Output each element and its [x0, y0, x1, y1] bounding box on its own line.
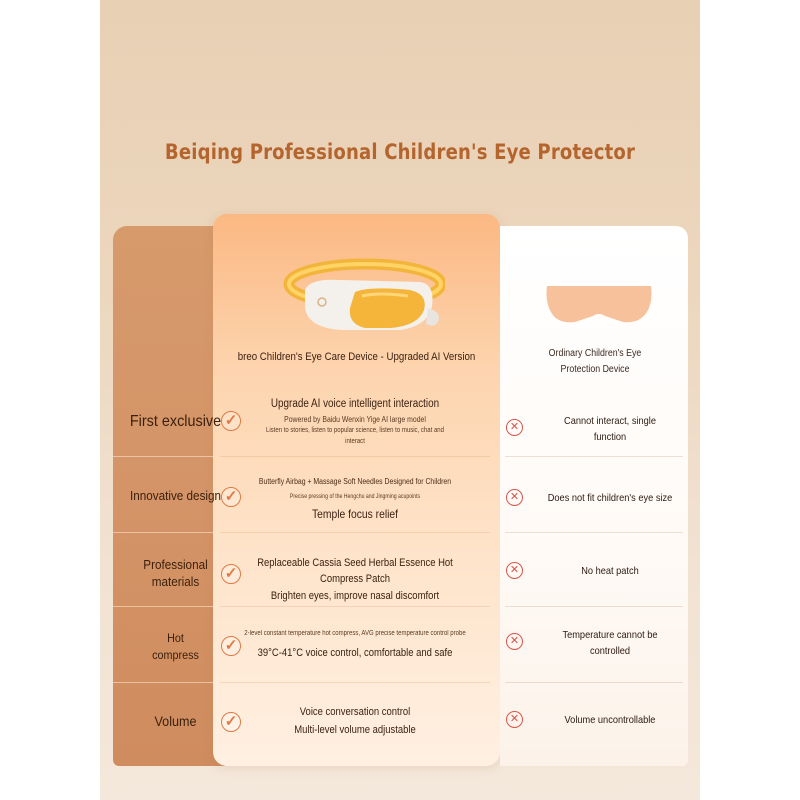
comparison-poster — [100, 0, 700, 800]
ordinary-feature: Does not fit children's eye size — [547, 492, 673, 504]
row-divider — [113, 532, 213, 533]
row-divider — [113, 456, 213, 457]
featured-feature: 2-level constant temperature hot compress, AVG precise temperature control probe 39°C-41°C voice control, comfortable and safe — [244, 630, 466, 659]
row-divider — [113, 682, 213, 683]
ordinary-feature: Temperature cannot be controlled — [562, 629, 658, 657]
cross-icon: ✕ — [506, 711, 523, 728]
cross-icon: ✕ — [506, 633, 523, 650]
cross-icon: ✕ — [506, 489, 523, 506]
row-divider — [220, 606, 490, 607]
row-divider — [505, 606, 683, 607]
row-divider — [505, 456, 683, 457]
check-icon: ✓ — [221, 411, 241, 431]
category-label: Innovative design — [129, 488, 222, 503]
ordinary-eye-mask-image — [543, 282, 655, 328]
category-label: Hot compress — [152, 631, 199, 662]
poster-title: Beiqing Professional Children's Eye Protector — [164, 140, 636, 164]
check-icon: ✓ — [221, 712, 241, 732]
featured-feature: Butterfly Airbag + Massage Soft Needles Designed for Children Precise pressing of the Hengchu and Jingming acupoints Temple focus relief — [258, 477, 452, 521]
ordinary-product-name: Ordinary Children's Eye Protection Device — [548, 348, 642, 375]
row-divider — [505, 682, 683, 683]
cross-icon: ✕ — [506, 419, 523, 436]
row-divider — [113, 606, 213, 607]
row-divider — [220, 682, 490, 683]
check-icon: ✓ — [221, 636, 241, 656]
ordinary-feature: Cannot interact, single function — [564, 415, 656, 443]
featured-feature: Voice conversation control Multi-level volume adjustable — [294, 706, 416, 736]
category-label: Volume — [154, 713, 197, 729]
check-icon: ✓ — [221, 564, 241, 584]
featured-feature: Replaceable Cassia Seed Herbal Essence Hot Compress Patch Brighten eyes, improve nasal discomfort — [257, 557, 453, 602]
cross-icon: ✕ — [506, 562, 523, 579]
row-divider — [505, 532, 683, 533]
ordinary-feature: Volume uncontrollable — [564, 714, 656, 726]
ordinary-feature: No heat patch — [581, 565, 639, 577]
category-label: Professional materials — [143, 557, 208, 589]
check-icon: ✓ — [221, 487, 241, 507]
eye-massager-image — [270, 248, 445, 348]
category-label: First exclusive — [129, 413, 222, 430]
row-divider — [220, 532, 490, 533]
row-divider — [220, 456, 490, 457]
featured-product-name: breo Children's Eye Care Device - Upgraded AI Version — [237, 351, 476, 363]
featured-feature: Upgrade AI voice intelligent interaction Powered by Baidu Wenxin Yige AI large model Listen to stories, listen to popular science, listen to music, chat and interact — [265, 398, 445, 445]
